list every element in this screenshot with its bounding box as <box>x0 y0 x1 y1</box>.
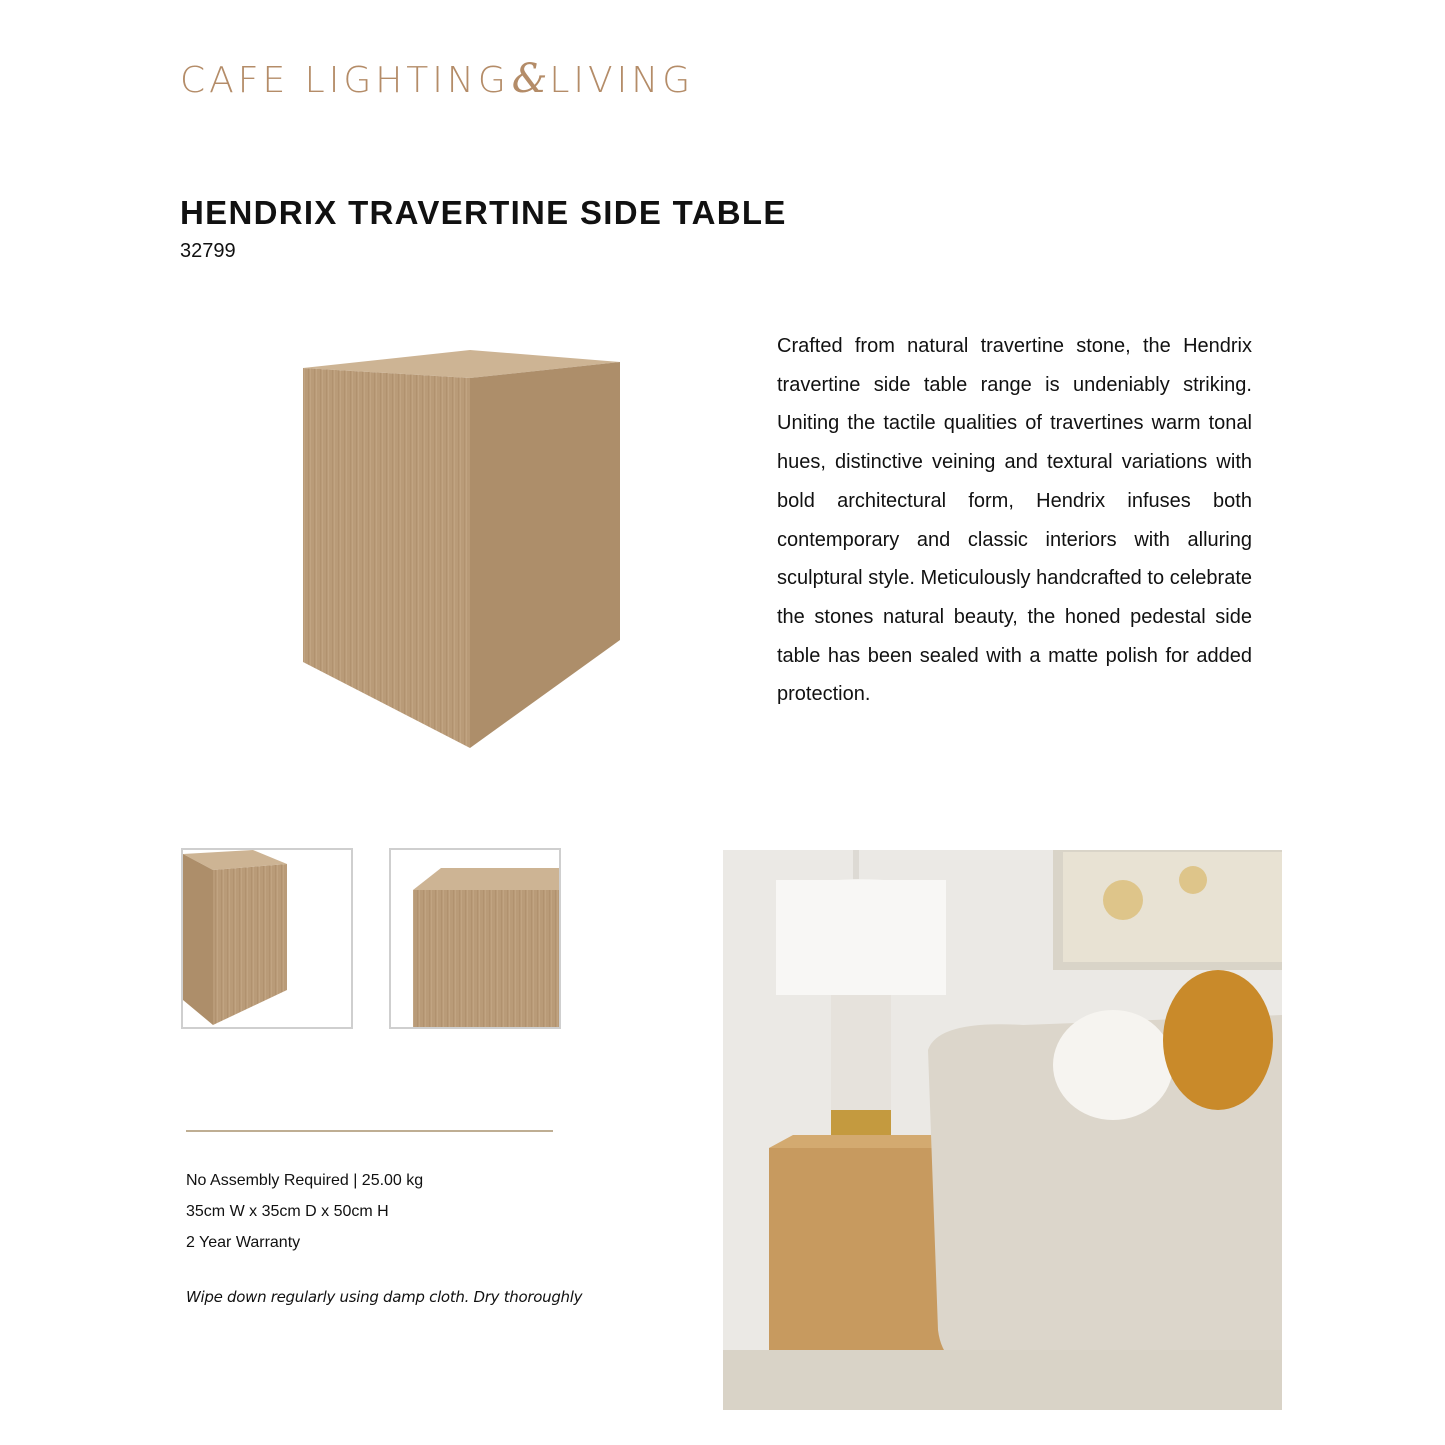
cube-side-face <box>470 362 620 748</box>
spec-dimensions: 35cm W x 35cm D x 50cm H <box>186 1203 389 1220</box>
cube-front-face <box>303 368 470 748</box>
logo-text-right: LIVING <box>549 60 695 101</box>
product-sku: 32799 <box>180 240 236 262</box>
logo-ampersand: & <box>511 56 548 102</box>
spec-assembly-weight: No Assembly Required | 25.00 kg <box>186 1172 424 1189</box>
divider <box>186 1130 553 1132</box>
lifestyle-photo <box>723 850 1282 1410</box>
spec-warranty: 2 Year Warranty <box>186 1234 301 1251</box>
thumbnail-detail-view[interactable] <box>389 848 561 1029</box>
logo-text-left: CAFE LIGHTING <box>180 60 510 101</box>
product-title: HENDRIX TRAVERTINE SIDE TABLE <box>180 194 787 231</box>
care-instructions: Wipe down regularly using damp cloth. Dry thoroughly <box>186 1288 583 1306</box>
main-product-image <box>0 0 720 800</box>
thumbnail-angle-view[interactable] <box>181 848 353 1029</box>
product-description: Crafted from natural travertine stone, the Hendrix travertine side table range is undeniably striking. Uniting the tactile qualities of travertines warm tonal hues, distinctive veining and textural variations with bold architectural form, Hendrix infuses both contemporary and classic interiors with alluring sculptural style. Meticulously handcrafted to celebrate the stones natural beauty, the honed pedestal side table has been sealed with a matte polish for added protection. <box>777 335 1252 706</box>
